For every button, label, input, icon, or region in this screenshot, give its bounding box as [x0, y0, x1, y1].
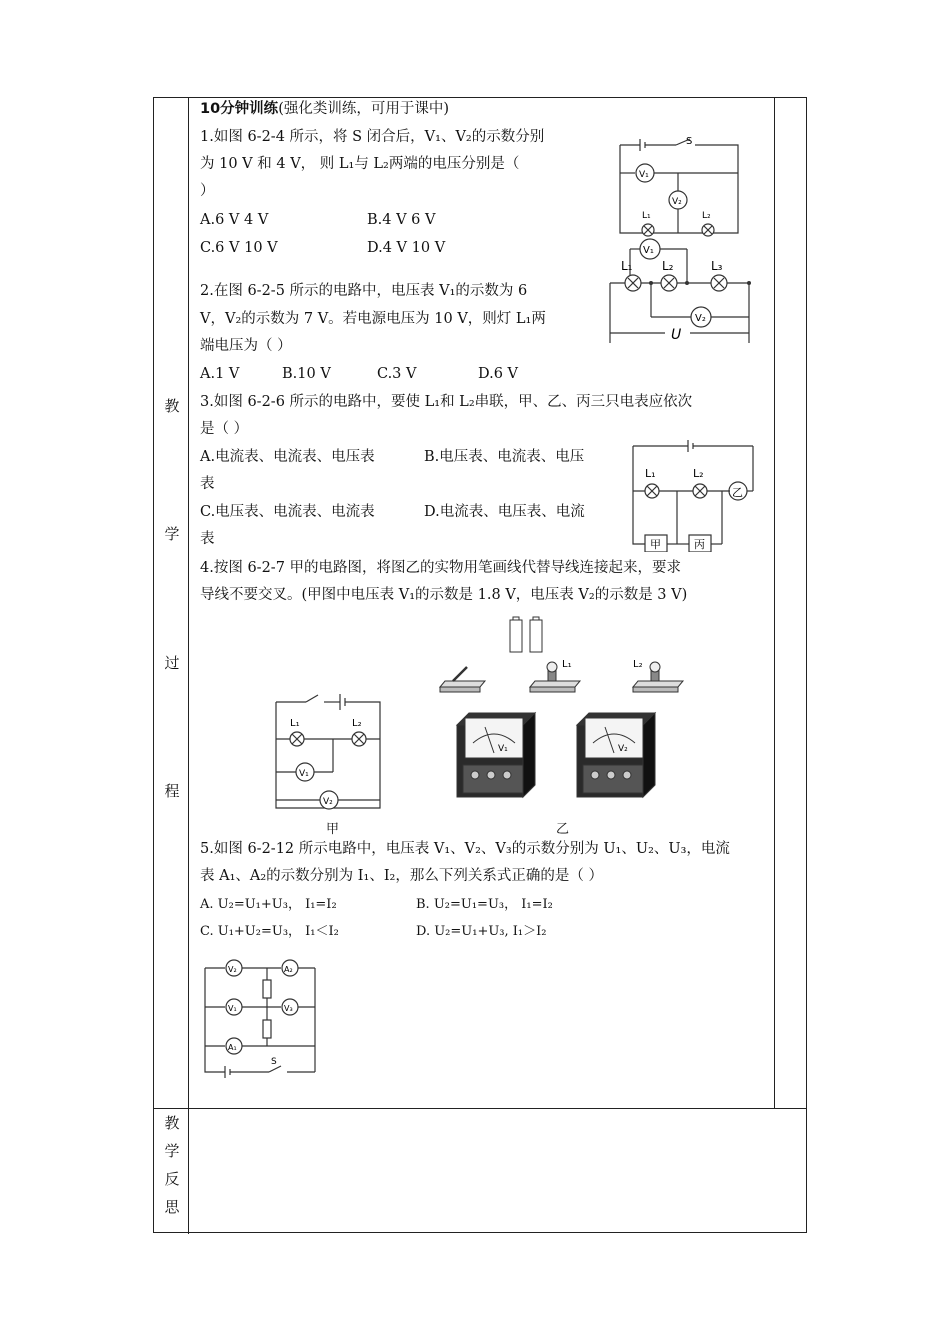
- fig6-label-v2: V₂: [228, 965, 237, 974]
- q5-option-d: D. U₂=U₁+U₃, I₁＞I₂: [416, 924, 547, 939]
- q1-option-c: C.6 V 10 V: [200, 240, 278, 256]
- q3-line1: 3.如图 6-2-6 所示的电路中，要使 L₁和 L₂串联，甲、乙、丙三只电表应依次: [200, 394, 693, 410]
- q5-line2: 表 A₁、A₂的示数分别为 I₁、I₂，那么下列关系式正确的是（ ）: [200, 868, 603, 884]
- reflect-label-xue: 学: [164, 1142, 180, 1160]
- fig2-label-v1: V₁: [643, 245, 654, 256]
- q2-option-b: B.10 V: [282, 366, 331, 382]
- fig1-label-s: S: [686, 136, 693, 147]
- fig3-label-l2: L₂: [693, 467, 704, 480]
- q1-option-b: B.4 V 6 V: [367, 212, 436, 228]
- fig1-label-v2: V₂: [672, 197, 682, 207]
- fig6-label-v1: V₁: [228, 1004, 237, 1013]
- q2-line2: V，V₂的示数为 7 V。若电源电压为 10 V，则灯 L₁两: [200, 311, 546, 327]
- q5-line1: 5.如图 6-2-12 所示电路中，电压表 V₁、V₂、V₃的示数分别为 U₁、U₂、U₃，电流: [200, 841, 730, 857]
- fig2-label-u: U: [671, 327, 682, 343]
- q3-option-b: B.电压表、电流表、电压: [424, 449, 585, 465]
- fig5-label-l1: L₁: [562, 659, 572, 670]
- fig5-label-l2: L₂: [633, 659, 643, 670]
- q1-line2: 为 10 V 和 4 V， 则 L₁与 L₂两端的电压分别是（: [200, 156, 520, 172]
- section-note: (强化类训练，可用于课中): [278, 101, 450, 117]
- fig6-label-a1: A₁: [228, 1043, 237, 1052]
- figure-6-2-5: [605, 237, 755, 349]
- q3-option-b-cont: 表: [200, 476, 215, 492]
- q2-option-c: C.3 V: [377, 366, 417, 382]
- fig3-label-yi: 乙: [732, 486, 743, 499]
- q2-line1: 2.在图 6-2-5 所示的电路中，电压表 V₁的示数为 6: [200, 283, 528, 299]
- q2-option-a: A.1 V: [200, 366, 240, 382]
- fig4-label-v2: V₂: [323, 797, 333, 807]
- fig1-label-v1: V₁: [639, 170, 649, 180]
- reflect-label-jiao: 教: [164, 1114, 180, 1132]
- q4-line2: 导线不要交叉。(甲图中电压表 V₁的示数是 1.8 V，电压表 V₂的示数是 3 V): [200, 587, 688, 603]
- q1-option-d: D.4 V 10 V: [367, 240, 446, 256]
- fig5-label-v1: V₁: [498, 744, 508, 754]
- side-label-jiao: 教: [164, 397, 180, 415]
- q2-option-d: D.6 V: [478, 366, 519, 382]
- side-label-guo: 过: [164, 654, 180, 672]
- q5-option-a: A. U₂=U₁+U₃， I₁=I₂: [200, 897, 337, 912]
- fig2-label-l1: L₁: [621, 259, 633, 273]
- section-title: 10分钟训练: [200, 101, 279, 117]
- fig3-label-bing: 丙: [694, 538, 705, 551]
- section-header: [200, 96, 449, 123]
- side-label-xue: 学: [164, 525, 180, 543]
- q1-line3: ）: [200, 183, 215, 199]
- fig4-label-l2: L₂: [352, 718, 362, 729]
- fig6-label-a2: A₂: [284, 965, 293, 974]
- fig2-label-l3: L₃: [711, 259, 723, 273]
- row-divider: [154, 1108, 806, 1109]
- q5-option-b: B. U₂=U₁=U₃， I₁=I₂: [416, 897, 553, 912]
- fig6-label-v3: V₃: [284, 1004, 293, 1013]
- side-label-cheng: 程: [164, 782, 180, 800]
- reflect-label-si: 思: [164, 1198, 180, 1216]
- q5-option-c: C. U₁+U₂=U₃， I₁＜I₂: [200, 924, 339, 939]
- figure-6-2-7-jia: [268, 690, 388, 815]
- fig2-label-l2: L₂: [662, 259, 674, 273]
- fig3-label-jia: 甲: [650, 538, 661, 551]
- fig4-label-l1: L₁: [290, 718, 300, 729]
- fig4-caption-jia: 甲: [326, 822, 340, 837]
- reflect-label-fan: 反: [164, 1170, 180, 1188]
- fig6-label-s: S: [271, 1057, 277, 1067]
- fig5-label-v2: V₂: [618, 744, 628, 754]
- fig1-label-l1: L₁: [642, 211, 651, 221]
- fig5-caption-yi: 乙: [556, 822, 570, 837]
- q3-option-c: C.电压表、电流表、电流表: [200, 504, 375, 520]
- q4-line1: 4.按图 6-2-7 甲的电路图，将图乙的实物用笔画线代替导线连接起来，要求: [200, 560, 682, 576]
- figure-6-2-4: [610, 133, 745, 238]
- q3-option-d: D.电流表、电压表、电流: [424, 504, 585, 520]
- q2-line3: 端电压为（ ）: [200, 338, 292, 354]
- q3-option-d-cont: 表: [200, 531, 215, 547]
- fig1-label-l2: L₂: [702, 211, 711, 221]
- figure-6-2-6: [625, 440, 760, 552]
- q1-line1: 1.如图 6-2-4 所示，将 S 闭合后，V₁、V₂的示数分别: [200, 129, 545, 145]
- q1-option-a: A.6 V 4 V: [200, 212, 269, 228]
- fig4-label-v1: V₁: [299, 769, 309, 779]
- q3-option-a: A.电流表、电流表、电压表: [200, 449, 375, 465]
- fig2-label-v2: V₂: [695, 313, 706, 324]
- column-divider-right: [774, 98, 775, 1108]
- figure-6-2-7-yi: [435, 615, 695, 815]
- q3-line2: 是（ ）: [200, 421, 249, 437]
- figure-6-2-12: [197, 958, 322, 1080]
- fig3-label-l1: L₁: [645, 467, 656, 480]
